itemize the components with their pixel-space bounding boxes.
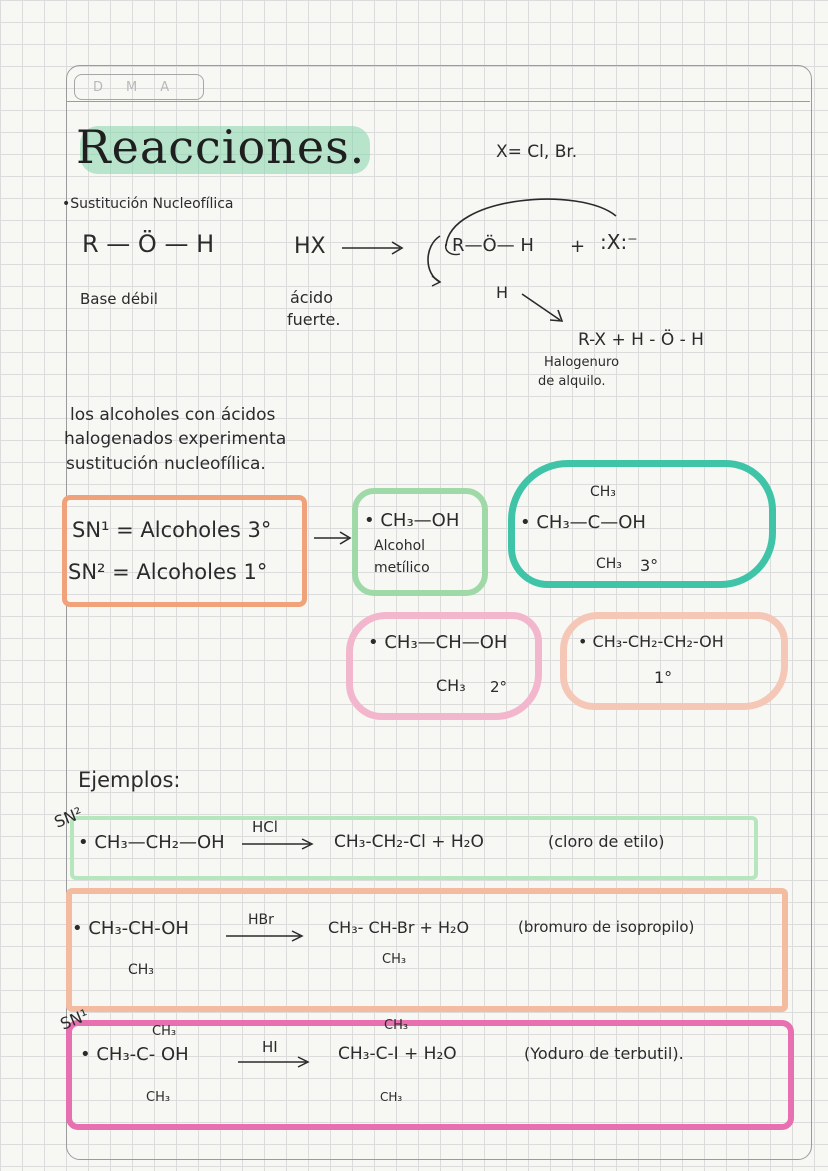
acid-label-2: fuerte. [287,310,341,329]
page-title: Reacciones. [76,120,366,174]
secondary-degree: 2° [490,678,508,696]
halide-ion: :X:⁻ [600,230,638,254]
example-2-substituent: CH₃ [128,962,154,978]
secondary-blob [346,612,542,720]
sn1-rule: SN¹ = Alcoholes 3° [72,518,272,542]
tertiary-formula: • CH₃—C—OH [520,512,646,533]
date-box [74,74,204,100]
protonated-alcohol: R—Ö— H [452,235,534,256]
tertiary-degree: 3° [640,556,659,575]
haloalkane-label-1: Halogenuro [544,355,620,370]
plus-sign: + [570,236,586,257]
haloalkane-label-2: de alquilo. [538,374,606,389]
acid-label-1: ácido [290,288,333,307]
sn-rules-box [62,495,307,607]
reaction-arrow-2 [520,290,580,330]
methyl-name-2: metílico [374,560,430,576]
example-1-reagent: HCl [252,818,278,836]
methyl-formula: • CH₃—OH [364,510,460,531]
methyl-name-1: Alcohol [374,538,426,554]
tertiary-top: CH₃ [590,484,616,500]
example-3-product-top: CH₃ [384,1018,409,1033]
note-line-2: halogenados experimenta [64,429,287,449]
example-3-substituent: CH₃ [146,1090,171,1105]
sn2-rule: SN² = Alcoholes 1° [68,560,268,584]
sn2-tag: SN² [51,803,86,832]
example-2-band [66,888,788,1012]
example-2-product: CH₃- CH-Br + H₂O [328,918,470,937]
primary-blob [560,612,788,710]
example-3-top: CH₃ [152,1024,177,1039]
example-2-name: (bromuro de isopropilo) [518,918,695,936]
example-2-reactant: • CH₃-CH-OH [72,918,189,939]
example-1-arrow [240,836,320,852]
example-3-product: CH₃-C-I + H₂O [338,1044,457,1064]
base-label: Base débil [80,290,158,308]
example-3-product-substituent: CH₃ [380,1090,403,1104]
arrow-to-examples [312,528,356,548]
primary-degree: 1° [654,668,673,687]
example-1-name: (cloro de etilo) [548,832,665,851]
note-line-3: sustitución nucleofílica. [66,454,266,474]
hx-formula: HX [294,234,326,259]
reaction-arrow-1 [340,238,410,258]
example-3-reagent: HI [262,1038,278,1056]
example-3-name: (Yoduro de terbutil). [524,1044,684,1063]
note-line-1: los alcoholes con ácidos [70,405,276,425]
protonated-h: H [496,283,509,302]
primary-formula: • CH₃-CH₂-CH₂-OH [578,632,724,651]
example-2-arrow [224,928,310,944]
tertiary-bottom: CH₃ [596,556,622,572]
example-2-product-substituent: CH₃ [382,952,407,967]
alcohol-formula: R — Ö — H [82,230,215,258]
sn1-tag: SN¹ [57,1005,92,1034]
section-heading: •Sustitución Nucleofílica [62,196,234,212]
header-tab-a: A [160,79,171,95]
example-3-reactant: • CH₃-C- OH [80,1044,189,1065]
x-note: X= Cl, Br. [496,142,578,162]
example-3-arrow [236,1054,316,1070]
header-tab-m: M [126,79,139,95]
example-1-reactant: • CH₃—CH₂—OH [78,832,225,853]
products: R-X + H - Ö - H [578,330,704,350]
example-1-product: CH₃-CH₂-Cl + H₂O [334,832,484,852]
secondary-bottom: CH₃ [436,676,466,695]
examples-heading: Ejemplos: [78,768,181,792]
header-tab-d: D [93,79,105,95]
example-2-reagent: HBr [248,912,274,928]
secondary-formula: • CH₃—CH—OH [368,632,508,653]
